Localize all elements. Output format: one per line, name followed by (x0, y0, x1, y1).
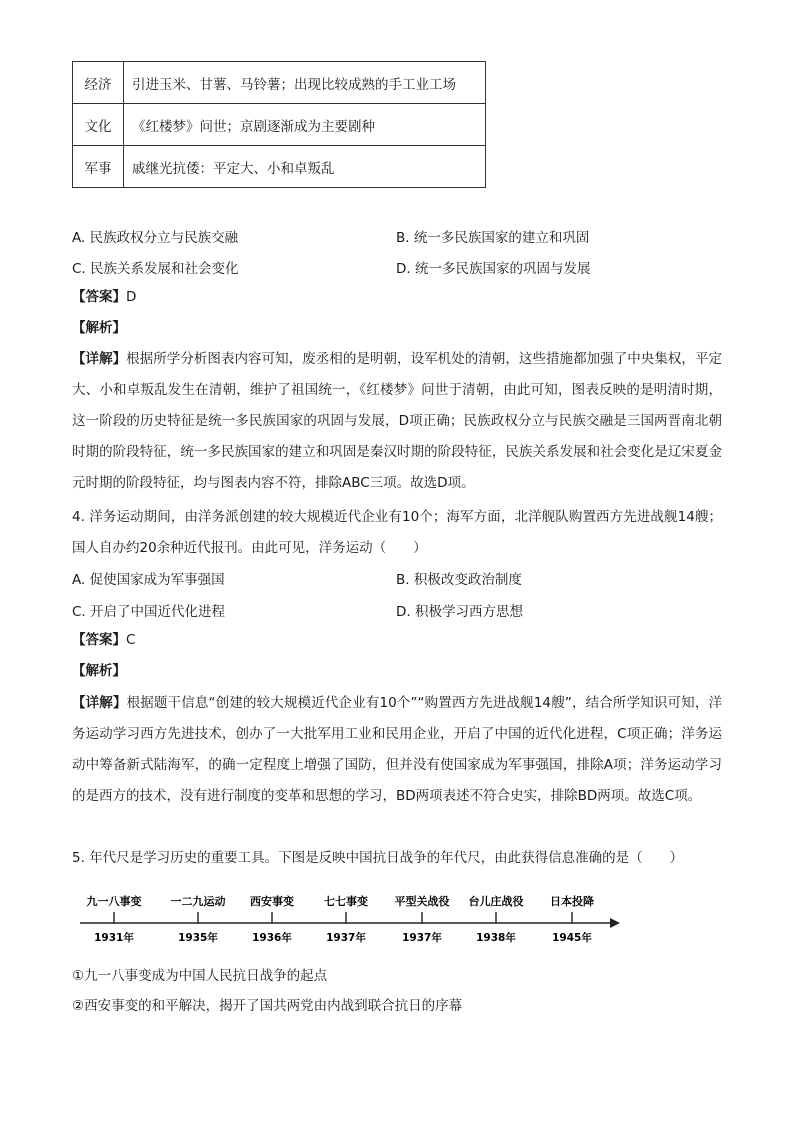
timeline-year-label: 1936年 (252, 932, 292, 944)
answer-value: C (126, 632, 136, 648)
timeline-event-label: 西安事变 (250, 895, 294, 908)
q5-statement-1: ①九一八事变成为中国人民抗日战争的起点 (72, 968, 328, 984)
table-value: 戚继光抗倭：平定大、小和卓叛乱 (124, 146, 486, 188)
detail-text: 根据所学分析图表内容可知，废丞相的是明朝，设军机处的清朝，这些措施都加强了中央集权，平定大、小和卓叛乱发生在清朝，维护了祖国统一，《红楼梦》问世于清朝，由此可知，图表反映的是明清时期，这一阶段的历史特征是统一多民族国家的巩固与发展，D项正确；民族政权分立与民族交融是三国两晋南北朝时期的阶段特征，统一多民族国家的建立和巩固是秦汉时期的阶段特征，民族关系发展和社会变化是辽宋夏金元时期的阶段特征，均与图表内容不符，排除ABC三项。故选D项。 (72, 351, 723, 491)
q4-option-a: A. 促使国家成为军事强国 (72, 572, 225, 588)
detail-label: 【详解】 (72, 695, 127, 711)
timeline-event-label: 一二九运动 (170, 895, 226, 908)
timeline-year-label: 1937年 (402, 932, 442, 944)
table-value: 《红楼梦》问世；京剧逐渐成为主要剧种 (124, 104, 486, 146)
timeline-year-label: 1945年 (552, 932, 592, 944)
info-table (72, 61, 486, 188)
q4-option-c: C. 开启了中国近代化进程 (72, 604, 226, 620)
table-key: 经济 (73, 62, 124, 104)
q5-stem: 5. 年代尺是学习历史的重要工具。下图是反映中国抗日战争的年代尺，由此获得信息准确的是（ ） (72, 850, 684, 866)
q3-analysis-label: 【解析】 (72, 320, 126, 336)
timeline-event-label: 九一八事变 (86, 895, 142, 908)
q3-option-a: A. 民族政权分立与民族交融 (72, 230, 239, 246)
answer-value: D (126, 289, 137, 305)
q4-option-b: B. 积极改变政治制度 (396, 572, 522, 588)
table-row (73, 62, 486, 104)
q5-statement-2: ②西安事变的和平解决，揭开了国共两党由内战到联合抗日的序幕 (72, 998, 463, 1014)
q4-stem: 4. 洋务运动期间，由洋务派创建的较大规模近代企业有10个；海军方面，北洋舰队购置西方先进战舰14艘；国人自办约20余种近代报刊。由此可见，洋务运动（ ） (72, 509, 722, 556)
q3-option-d: D. 统一多民族国家的巩固与发展 (396, 261, 591, 277)
timeline-event-label: 日本投降 (550, 895, 594, 908)
timeline-figure (72, 885, 632, 949)
timeline-year-label: 1935年 (178, 932, 218, 944)
q3-detail (72, 344, 722, 499)
table-row (73, 104, 486, 146)
q3-option-b: B. 统一多民族国家的建立和巩固 (396, 230, 590, 246)
timeline-year-label: 1938年 (476, 932, 516, 944)
q4-detail (72, 688, 722, 812)
table-row (73, 146, 486, 188)
q4-option-d: D. 积极学习西方思想 (396, 604, 523, 620)
timeline-event-label: 平型关战役 (394, 895, 450, 908)
table-value: 引进玉米、甘薯、马铃薯；出现比较成熟的手工业工场 (124, 62, 486, 104)
timeline-year-label: 1937年 (326, 932, 366, 944)
q4-analysis-label: 【解析】 (72, 663, 126, 679)
detail-text: 根据题干信息“创建的较大规模近代企业有10个”“购置西方先进战舰14艘”，结合所学知识可知，洋务运动学习西方先进技术，创办了一大批军用工业和民用企业，开启了中国的近代化进程，C项正确；洋务运动中筹备新式陆海军，的确一定程度上增强了国防，但并没有使国家成为军事强国，排除A项；洋务运动学习的是西方的技术，没有进行制度的变革和思想的学习，BD两项表述不符合史实，排除BD两项。故选C项。 (72, 695, 722, 804)
q3-option-c: C. 民族关系发展和社会变化 (72, 261, 239, 277)
q3-answer-line (72, 287, 136, 307)
table-key: 文化 (73, 104, 124, 146)
answer-label: 【答案】 (72, 289, 126, 305)
timeline-event-label: 七七事变 (324, 895, 368, 908)
answer-label: 【答案】 (72, 632, 126, 648)
timeline-year-label: 1931年 (94, 932, 134, 944)
q4-answer-line (72, 630, 135, 650)
detail-label: 【详解】 (72, 351, 127, 367)
timeline-arrow-icon (610, 918, 620, 928)
table-key: 军事 (73, 146, 124, 188)
timeline-event-label: 台儿庄战役 (468, 895, 524, 908)
